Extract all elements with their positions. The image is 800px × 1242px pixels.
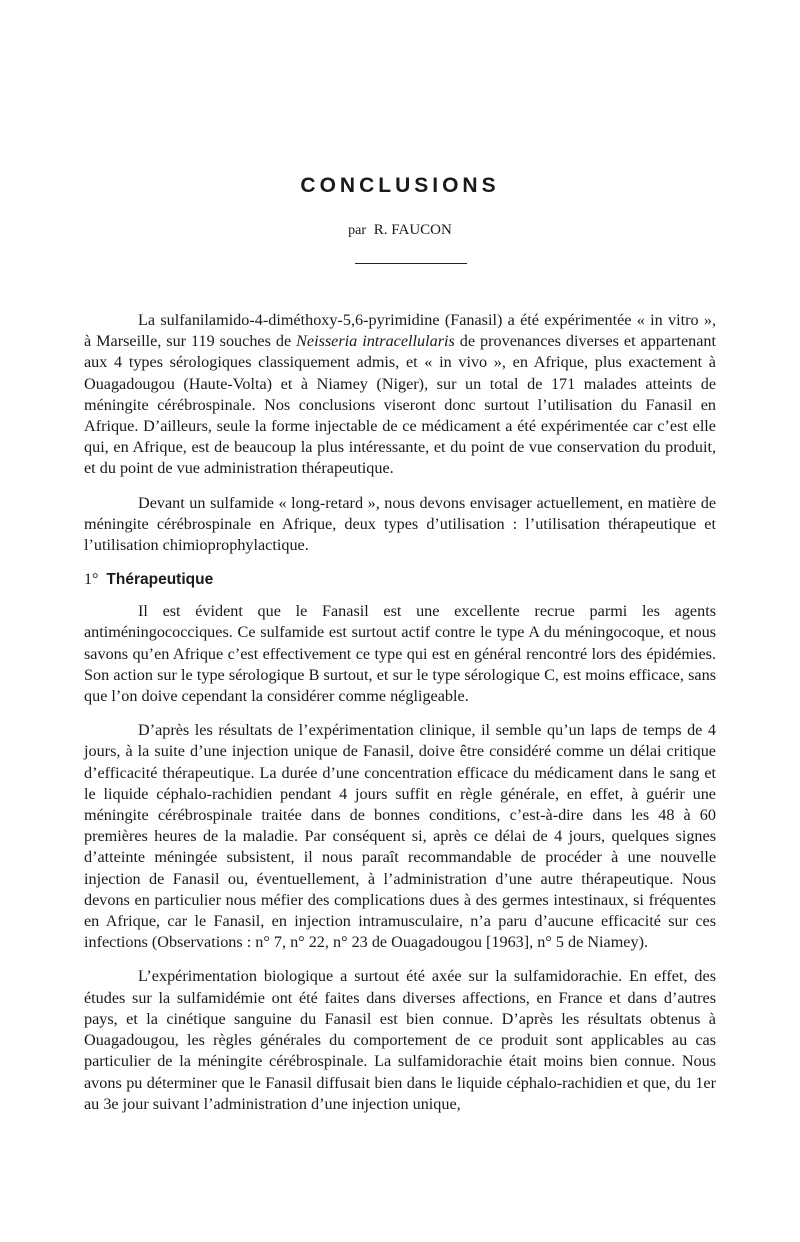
page-title: CONCLUSIONS (300, 174, 500, 197)
title-divider (355, 263, 467, 264)
paragraph-section-1: Il est évident que le Fanasil est une excellente recrue parmi les agents antiméningococciques. Ce sulfamide est surtout actif contre le type A du méningocoque, et nous savons qu’en Afrique c’est effectivement ce type qui est en général rencontré lors des épidémies. Son action sur le type sérologique B surtout, et sur le type sérologique C, est moins efficace, sans que l’on doive cependant la considérer comme négligeable. (84, 602, 716, 706)
author-line (84, 222, 716, 239)
article-body (84, 310, 716, 1128)
paragraph-intro-2: Devant un sulfamide « long-retard », nous devons envisager actuellement, en matière de méningite cérébrospinale en Afrique, deux types d’utilisation : l’utilisation thérapeutique et l’utilisation chimioprophylactique. (84, 493, 716, 555)
document-page (84, 0, 716, 1242)
paragraph-intro-1-before: La sulfanilamido-4-diméthoxy-5,6-pyrimidine (Fanasil) a été expérimentée « in vitro », à Marseille, sur 119 souches de (84, 311, 716, 351)
paragraph-section-2: D’après les résultats de l’expérimentation clinique, il semble qu’un laps de temps de 4 jours, à la suite d’une injection unique de Fanasil, doive être considéré comme un délai critique d’efficacité thérapeutique. La durée d’une concentration efficace du médicament dans le sang et le liquide céphalo-rachidien pendant 4 jours suffit en règle générale, en effet, à guérir une méningite cérébrospinale traitée dans de bonnes conditions, c’est-à-dire dans les 48 à 60 premières heures de la maladie. Par conséquent si, après ce délai de 4 jours, quelques signes d’atteinte méningée subsistent, il nous paraît recommandable de procéder à une nouvelle injection de Fanasil ou, éventuellement, à l’administration d’une autre thérapeutique. Nous devons en particulier nous méfier des complications dues à des germes intestinaux, si fréquentes en Afrique, car le Fanasil, en injection intramusculaire, n’a paru d’aucune efficacité sur ces infections (Observations : n° 7, n° 22, n° 23 de Ouagadougou [1963], n° 5 de Niamey). (84, 721, 716, 952)
section-title: Thérapeutique (106, 571, 214, 589)
section-heading (84, 569, 716, 591)
paragraph-intro-1-after: de provenances diverses et appartenant aux 4 types sérologiques classiquement admis, et « in vivo », en Afrique, plus exactement à Ouagadougou (Haute-Volta) et à Niamey (Niger), sur un total de 171 malades atteints de méningite cérébrospinale. Nos conclusions viseront donc surtout l’utilisation du Fanasil en Afrique. D’ailleurs, seule la forme injectable de ce médicament a été expérimentée car c’est elle qui, en Afrique, est de beaucoup la plus intéressante, et du point de vue conservation du produit, et du point de vue administration thérapeutique. (84, 332, 717, 478)
paragraph-section-3: L’expérimentation biologique a surtout été axée sur la sulfamidorachie. En effet, des études sur la sulfamidémie ont été faites dans diverses affections, en France et dans d’autres pays, et la cinétique sanguine du Fanasil est bien connue. D’après les résultats obtenus à Ouagadougou, les règles générales du comportement de ce produit sont applicables au cas particulier de la méningite cérébrospinale. La sulfamidorachie était moins bien connue. Nous avons pu déterminer que le Fanasil diffusait bien dans le liquide céphalo-rachidien et que, du 1er au 3e jour suivant l’administration d’une injection unique, (84, 967, 716, 1113)
section-number: 1° (84, 571, 99, 589)
paragraph-intro-1 (84, 310, 716, 480)
author-name: R. FAUCON (373, 222, 452, 238)
species-name: Neisseria intracellularis (296, 332, 455, 351)
author-prefix: par (348, 223, 367, 238)
